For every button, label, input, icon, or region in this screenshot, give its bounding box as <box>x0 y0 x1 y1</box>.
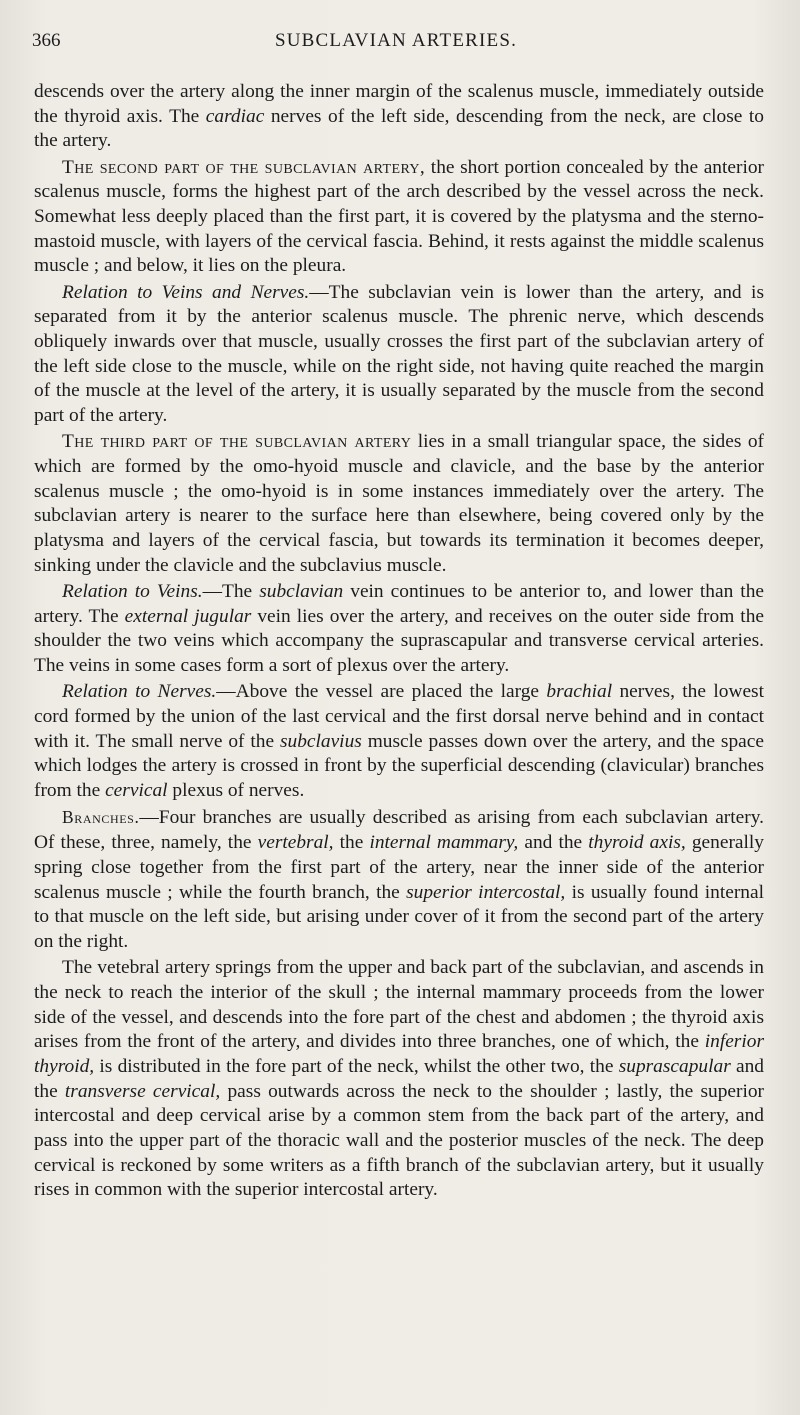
small-caps-heading: The third part of the subclavian artery <box>62 431 412 453</box>
text-run: nerves, the lowest cord formed by the union of the last cervical and the first dorsal nerve behind and in contact with it. The small nerve of the <box>34 681 764 752</box>
italic-text: subclavius <box>279 730 362 752</box>
text-run: The vetebral artery springs from the upper and back part of the subclavian, and ascends in the neck to reach the interior of the skull ; the internal mammary proceeds from the lower side of the vessel, and descends into the fore part of the chest and abdomen ; the thyroid axis arises from the front of the artery, and divides into three branches, one of which, the <box>34 957 764 1053</box>
page-number: 366 <box>32 30 61 51</box>
paragraph <box>34 430 764 578</box>
italic-text: external jugular <box>124 605 252 627</box>
italic-text: superior intercostal, <box>406 881 566 903</box>
running-title: SUBCLAVIAN ARTERIES. <box>274 30 518 51</box>
italic-text: cervical <box>105 780 168 802</box>
body-text <box>34 80 764 1205</box>
text-run: —The <box>202 581 260 603</box>
paragraph <box>34 680 764 804</box>
paragraph <box>34 580 764 679</box>
text-run: lies in a small triangular space, the sides of which are formed by the omo-hyoid muscle and clavicle, and the base by the anterior scalenus muscle ; the omo-hyoid is in some instances immediately over the artery. The subclavian artery is nearer to the surface here than elsewhere, being covered only by the platysma and layers of the cervical fascia, but towards its termination it becomes deeper, sinking under the clavicle and the subclavius muscle. <box>34 431 764 576</box>
italic-text: Relation to Nerves. <box>62 681 217 703</box>
text-run: vein lies over the artery, and receives on the outer side from the shoulder the two veins which accompany the suprascapular and transverse cervical arteries. The veins in some cases form a sort of plexus over the artery. <box>34 605 764 677</box>
text-run: is distributed in the fore part of the neck, whilst the other two, the <box>94 1055 619 1077</box>
paragraph <box>34 956 764 1203</box>
text-run: the <box>333 832 370 854</box>
text-run: the short portion concealed by the anterior scalenus muscle, forms the highest part of the arch described by the vessel across the neck. Somewhat less deeply placed than the first part, it is covered by the platysma and the sterno-mastoid muscle, with layers of the cervical fascia. Behind, it rests against the middle scalenus muscle ; and below, it lies on the pleura. <box>34 156 764 277</box>
text-run: descends over the artery along the inner margin of the scalenus muscle, immediately outside the thyroid axis. The <box>34 81 764 127</box>
italic-text: suprascapular <box>618 1055 731 1077</box>
text-run: nerves of the left side, descending from the neck, are close to the artery. <box>34 105 764 152</box>
text-run: pass outwards across the neck to the shoulder ; lastly, the superior intercostal and deep cervical arise by a common stem from the back part of the artery, and pass into the upper part of the thoracic wall and the posterior muscles of the neck. The deep cervical is reckoned by some writers as a fifth branch of the subclavian artery, but it usually rises in common with the superior intercostal artery. <box>34 1080 764 1201</box>
paragraph <box>34 281 764 429</box>
italic-text: brachial <box>546 681 613 703</box>
section-heading: Branches. <box>62 807 140 828</box>
text-run: —The subclavian vein is lower than the artery, and is separated from it by the anterior scalenus muscle. The phrenic nerve, which descends obliquely inwards over that muscle, usually crosses the first part of the subclavian artery of the left side close to the muscle, while on the right side, not having quite reached the margin of the muscle at the level of the artery, it is usually separated by the muscle from the second part of the artery. <box>34 281 764 427</box>
text-run: —Above the vessel are placed the large <box>216 681 547 703</box>
italic-text: vertebral, <box>257 832 334 854</box>
italic-text: subclavian <box>259 581 344 603</box>
text-run: plexus of nerves. <box>167 780 305 802</box>
italic-text: Relation to Veins and Nerves. <box>62 281 310 303</box>
italic-text: transverse cervical, <box>64 1080 221 1102</box>
small-caps-heading: The second part of the subclavian artery, <box>62 156 426 178</box>
text-run: muscle passes down over the artery, and the space which lodges the artery is crossed in front by the superficial descending (clavicular) branches from the <box>34 730 764 802</box>
text-run: generally spring close together from the first part of the artery, near the inner side of the anterior scalenus muscle ; while the fourth branch, the <box>34 832 764 903</box>
paragraph <box>34 156 764 280</box>
italic-text: internal mammary, <box>369 832 519 854</box>
paragraph <box>34 805 764 954</box>
paragraph <box>34 80 764 154</box>
text-run: and the <box>518 832 589 854</box>
italic-text: inferior thyroid, <box>34 1031 764 1077</box>
italic-text: thyroid axis, <box>588 832 686 854</box>
italic-text: cardiac <box>205 105 265 127</box>
italic-text: Relation to Veins. <box>62 581 203 603</box>
text-run: is usually found internal to that muscle on the left side, but arising under cover of it from the second part of the artery on the right. <box>34 881 764 952</box>
text-run: and the <box>34 1055 764 1102</box>
text-run: —Four branches are usually described as arising from each subclavian artery. Of these, three, namely, the <box>34 807 764 854</box>
page-header <box>32 30 760 56</box>
text-run: vein continues to be anterior to, and lower than the artery. The <box>34 581 765 627</box>
